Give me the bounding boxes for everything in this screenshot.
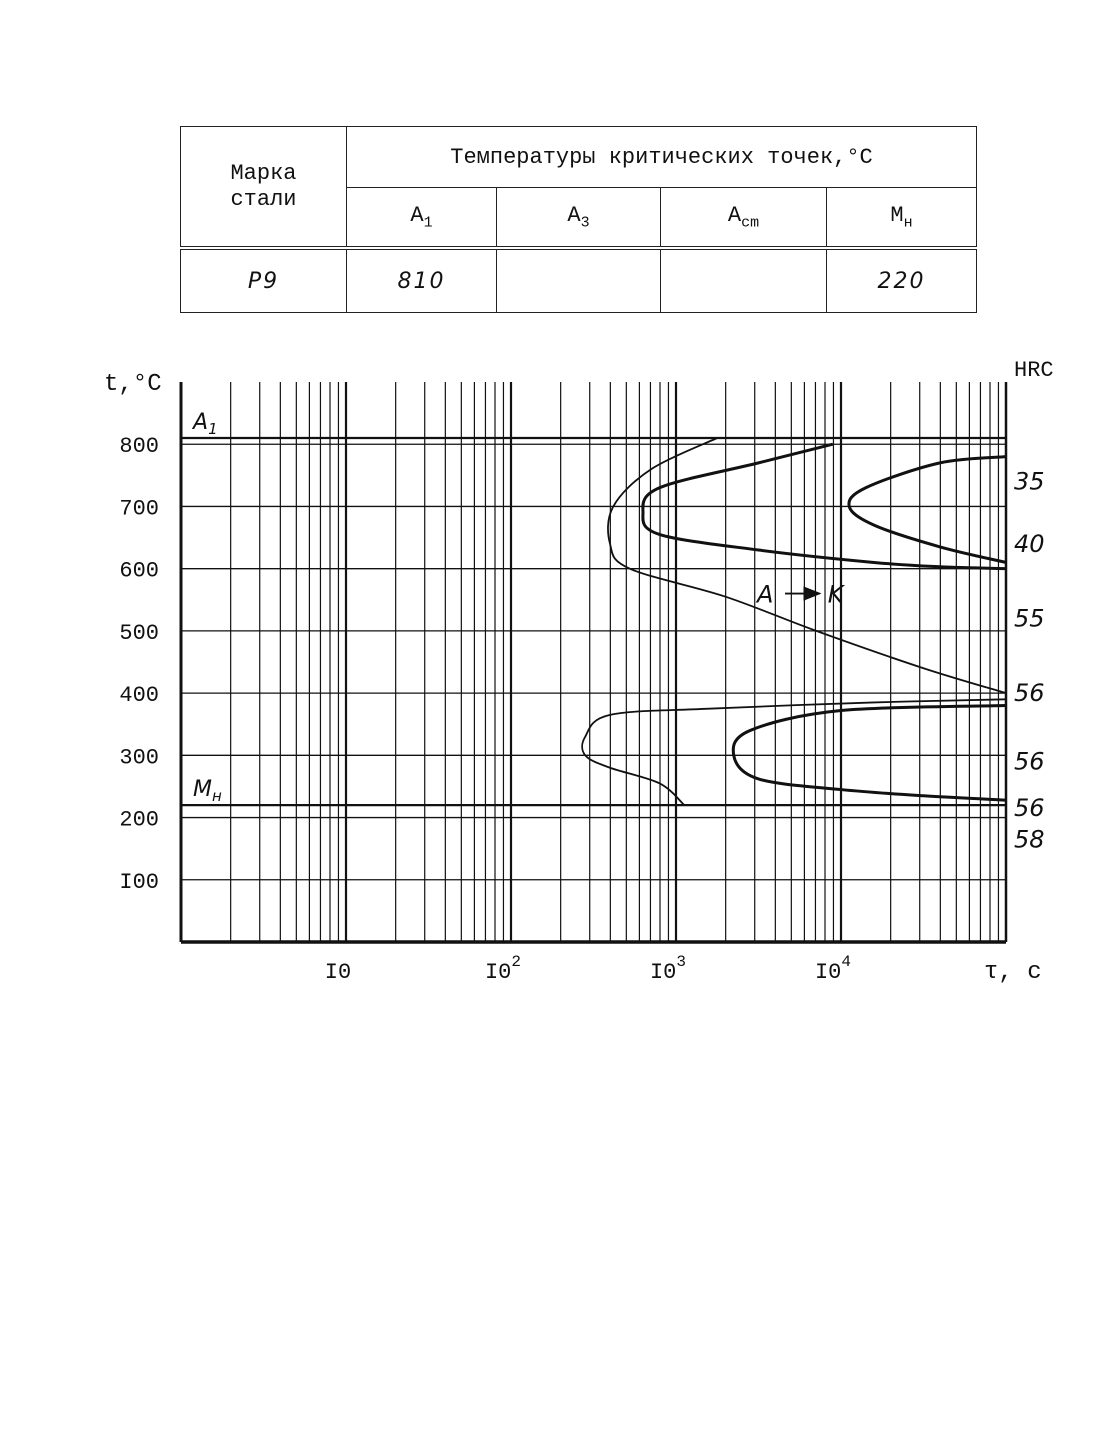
hrc-value-label: 56 (1014, 794, 1045, 823)
y-tick-label: I00 (119, 869, 159, 895)
col-a3-header (497, 188, 661, 249)
annotation-to-label: K (827, 580, 844, 609)
curve-bainite-finish (733, 706, 1006, 801)
cell-a3 (497, 248, 661, 313)
hrc-value-label: 56 (1014, 679, 1045, 708)
steel-grade-header-cell (181, 127, 347, 249)
cell-a1: 810 (347, 248, 497, 313)
y-tick-label: 800 (119, 434, 159, 460)
col-a1-header (347, 188, 497, 249)
hrc-value-label: 58 (1014, 825, 1045, 854)
hrc-value-label: 40 (1014, 529, 1045, 558)
x-tick-exponent: 2 (511, 953, 522, 971)
x-tick-label: I0 (324, 960, 352, 985)
critical-temps-title: Температуры критических точек, (450, 144, 847, 170)
annotation-from-label: A (757, 580, 774, 609)
chart-grid (181, 382, 1006, 942)
x-tick-label: $I0^2$ (484, 953, 522, 985)
x-tick-exponent: 3 (676, 953, 687, 971)
hrc-value-label: 35 (1014, 467, 1045, 496)
reference-line-label: $A_1$ (193, 410, 218, 438)
reference-line-label: $M_н$ (193, 777, 222, 806)
critical-temps-unit: °С (846, 144, 873, 170)
critical-points-table (180, 126, 977, 313)
chart-labels (104, 358, 1054, 986)
steel-grade-header: Марка стали (230, 160, 297, 212)
curve-pearlite-start (608, 438, 1006, 693)
ttt-diagram (0, 340, 1115, 1000)
col-mn-name: M (890, 202, 904, 228)
col-a3-name: A (567, 202, 581, 228)
cell-mn: 220 (827, 248, 977, 313)
y-tick-label: 500 (119, 620, 159, 646)
curve-pearlite-2nd-contour (849, 457, 1006, 563)
col-a1-name: A (410, 202, 424, 228)
col-mn-header (827, 188, 977, 249)
x-tick-label: $I0^3$ (649, 953, 687, 985)
transformation-curves (582, 438, 1006, 805)
chart-axes (181, 382, 1006, 942)
y-tick-label: 300 (119, 745, 159, 771)
y-tick-label: 400 (119, 683, 159, 709)
hrc-axis-title: HRC (1014, 358, 1054, 383)
reference-line-label-sub: н (211, 787, 222, 806)
x-tick-exponent: 4 (841, 953, 852, 971)
hrc-value-label: 55 (1014, 604, 1045, 633)
col-acm-header (661, 188, 827, 249)
x-axis-title: τ, с (984, 959, 1042, 986)
reference-lines (181, 438, 1006, 805)
x-tick-label: $I0^4$ (814, 953, 852, 985)
col-mn-sub: н (903, 214, 913, 232)
col-acm-name: A (727, 202, 742, 228)
curve-bainite-start (582, 699, 1006, 805)
col-a1-sub: 1 (423, 214, 433, 232)
reference-line-label-sub: 1 (208, 420, 218, 438)
cell-acm (661, 248, 827, 313)
y-tick-label: 700 (119, 496, 159, 522)
hrc-value-label: 56 (1014, 747, 1045, 776)
col-a3-sub: 3 (580, 214, 590, 232)
col-acm-sub: cm (741, 214, 760, 232)
critical-temps-header (347, 127, 977, 188)
cell-steel: Р9 (181, 248, 347, 313)
y-axis-title: t,°C (104, 371, 162, 398)
y-tick-label: 200 (119, 807, 159, 833)
y-tick-label: 600 (119, 558, 159, 584)
